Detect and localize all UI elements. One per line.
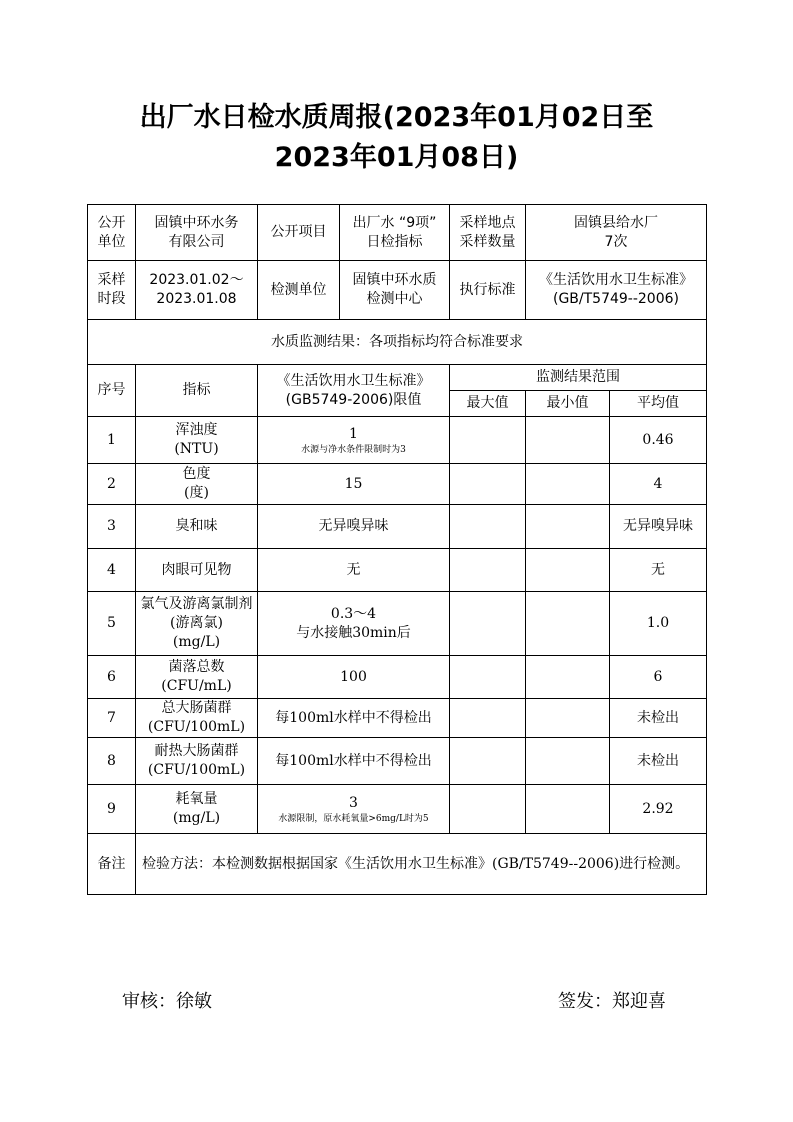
table-row [88,417,707,464]
avg-value: 2.92 [610,785,707,834]
row-index: 6 [88,656,136,699]
avg-value: 无 [610,549,707,592]
limit-value: 无异嗅异味 [258,505,450,549]
row-index: 1 [88,417,136,464]
reviewer-signature: 审核：徐敏 [122,991,212,1012]
max-value [450,656,526,699]
disclose-unit-value: 固镇中环水务 有限公司 [136,205,258,261]
sampling-value: 固镇县给水厂 7次 [526,205,707,261]
row-index: 2 [88,464,136,505]
row-index: 7 [88,699,136,738]
avg-value: 0.46 [610,417,707,464]
limit-note: 水源与净水条件限制时为3 [301,444,406,455]
limit-value: 15 [258,464,450,505]
header-avg: 平均值 [610,391,707,417]
header-min: 最小值 [526,391,610,417]
period-label: 采样 时段 [88,261,136,320]
limit-value: 3 水源限制，原水耗氧量>6mg/L时为5 [258,785,450,834]
min-value [526,417,610,464]
max-value [450,417,526,464]
max-value [450,785,526,834]
indicator-name: 色度 (度) [136,464,258,505]
indicator-name: 氯气及游离氯制剂 (游离氯) (mg/L) [136,592,258,656]
limit-value: 无 [258,549,450,592]
remark-text: 检验方法：本检测数据根据国家《生活饮用水卫生标准》(GB/T5749--2006)进行检测。 [136,834,707,895]
lab-value: 固镇中环水质 检测中心 [340,261,450,320]
min-value [526,656,610,699]
table-row [88,656,707,699]
limit-value: 0.3～4 与水接触30min后 [258,592,450,656]
row-index: 9 [88,785,136,834]
min-value [526,505,610,549]
header-row-1 [88,365,707,391]
lab-label: 检测单位 [258,261,340,320]
table-row [88,592,707,656]
indicator-name: 耐热大肠菌群 (CFU/100mL) [136,738,258,785]
row-index: 5 [88,592,136,656]
remark-row [88,834,707,895]
disclose-item-label: 公开项目 [258,205,340,261]
avg-value: 1.0 [610,592,707,656]
table-row [88,785,707,834]
table-row [88,464,707,505]
avg-value: 4 [610,464,707,505]
disclose-item-value: 出厂水 “9项” 日检指标 [340,205,450,261]
water-quality-table [87,204,707,895]
min-value [526,699,610,738]
header-limit: 《生活饮用水卫生标准》 (GB5749-2006)限值 [258,365,450,417]
max-value [450,549,526,592]
indicator-name: 臭和味 [136,505,258,549]
result-summary: 水质监测结果：各项指标均符合标准要求 [88,320,707,365]
header-indicator: 指标 [136,365,258,417]
row-index: 8 [88,738,136,785]
period-value: 2023.01.02～ 2023.01.08 [136,261,258,320]
standard-label: 执行标准 [450,261,526,320]
header-range: 监测结果范围 [450,365,707,391]
issuer-signature: 签发：郑迎喜 [558,991,666,1012]
indicator-name: 肉眼可见物 [136,549,258,592]
max-value [450,592,526,656]
limit-value: 每100ml水样中不得检出 [258,699,450,738]
min-value [526,592,610,656]
header-max: 最大值 [450,391,526,417]
avg-value: 6 [610,656,707,699]
info-row-1 [88,205,707,261]
standard-value: 《生活饮用水卫生标准》 (GB/T5749--2006) [526,261,707,320]
indicator-name: 耗氧量 (mg/L) [136,785,258,834]
row-index: 3 [88,505,136,549]
min-value [526,464,610,505]
remark-label: 备注 [88,834,136,895]
indicator-name: 浑浊度 (NTU) [136,417,258,464]
sampling-label: 采样地点 采样数量 [450,205,526,261]
avg-value: 未检出 [610,699,707,738]
header-index: 序号 [88,365,136,417]
min-value [526,785,610,834]
table-row [88,699,707,738]
min-value [526,549,610,592]
min-value [526,738,610,785]
report-title-line1: 出厂水日检水质周报(2023年01月02日至 [139,102,654,133]
info-row-2 [88,261,707,320]
max-value [450,738,526,785]
indicator-name: 菌落总数 (CFU/mL) [136,656,258,699]
max-value [450,699,526,738]
report-title-line2: 2023年01月08日) [274,142,519,173]
indicator-name: 总大肠菌群 (CFU/100mL) [136,699,258,738]
table-row [88,549,707,592]
avg-value: 无异嗅异味 [610,505,707,549]
limit-value: 1 水源与净水条件限制时为3 [258,417,450,464]
limit-note: 水源限制，原水耗氧量>6mg/L时为5 [278,813,429,824]
max-value [450,464,526,505]
row-index: 4 [88,549,136,592]
disclose-unit-label: 公开 单位 [88,205,136,261]
table-row [88,505,707,549]
table-row [88,738,707,785]
limit-value: 每100ml水样中不得检出 [258,738,450,785]
max-value [450,505,526,549]
avg-value: 未检出 [610,738,707,785]
limit-value: 100 [258,656,450,699]
summary-row [88,320,707,365]
